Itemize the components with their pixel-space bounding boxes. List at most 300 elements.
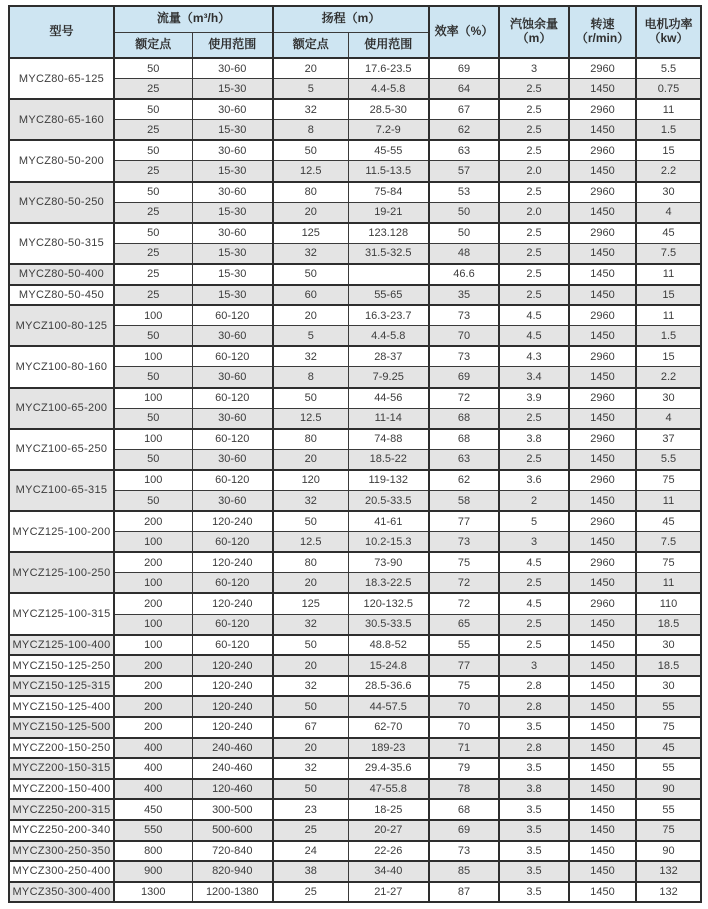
efficiency-cell: 72 [429,593,499,614]
power-cell: 5.5 [636,58,701,79]
rated-head-cell: 12.5 [273,161,348,182]
npsh-cell: 4.5 [499,593,569,614]
power-cell: 1.5 [636,120,701,141]
speed-cell: 1450 [569,573,636,594]
npsh-cell: 4.5 [499,552,569,573]
model-cell: MYCZ125-100-200 [9,511,114,552]
speed-cell: 1450 [569,285,636,306]
power-cell: 11 [636,573,701,594]
efficiency-cell: 70 [429,717,499,738]
head-range-cell: 28.5-36.6 [348,676,429,697]
rated-head-cell: 32 [273,490,348,511]
rated-head-cell: 20 [273,202,348,223]
efficiency-cell: 70 [429,696,499,717]
power-cell: 75 [636,552,701,573]
power-cell: 7.5 [636,243,701,264]
rated-flow-cell: 200 [114,511,192,532]
efficiency-cell: 63 [429,449,499,470]
speed-cell: 1450 [569,861,636,882]
power-cell: 45 [636,738,701,759]
flow-range-cell: 120-240 [192,593,273,614]
table-body [9,58,701,902]
flow-range-cell: 60-120 [192,346,273,367]
power-cell: 55 [636,758,701,779]
power-cell: 45 [636,511,701,532]
speed-cell: 2960 [569,511,636,532]
efficiency-cell: 72 [429,388,499,409]
flow-range-cell: 60-120 [192,470,273,491]
rated-flow-cell: 100 [114,614,192,635]
power-cell: 18.5 [636,614,701,635]
efficiency-cell: 69 [429,820,499,841]
efficiency-cell: 85 [429,861,499,882]
rated-flow-cell: 50 [114,99,192,120]
rated-flow-cell: 25 [114,120,192,141]
efficiency-cell: 63 [429,140,499,161]
rated-head-cell: 38 [273,861,348,882]
flow-range-cell: 30-60 [192,367,273,388]
speed-cell: 1450 [569,408,636,429]
speed-cell: 1450 [569,738,636,759]
rated-head-cell: 8 [273,367,348,388]
flow-range-cell: 240-460 [192,738,273,759]
head-range-cell: 44-56 [348,388,429,409]
rated-head-cell: 120 [273,470,348,491]
npsh-cell: 2.5 [499,140,569,161]
power-cell: 4 [636,202,701,223]
flow-range-cell: 15-30 [192,120,273,141]
rated-head-cell: 32 [273,758,348,779]
npsh-cell: 2.5 [499,614,569,635]
table-row [9,346,701,367]
header-npsh-line1: 汽蚀余量 [510,17,559,32]
head-range-cell: 16.3-23.7 [348,305,429,326]
efficiency-cell: 77 [429,511,499,532]
speed-cell: 1450 [569,882,636,903]
npsh-cell: 2.0 [499,202,569,223]
rated-head-cell: 50 [273,264,348,285]
head-range-cell: 74-88 [348,429,429,450]
head-range-cell: 55-65 [348,285,429,306]
npsh-cell: 2.5 [499,573,569,594]
rated-flow-cell: 200 [114,655,192,676]
head-range-cell: 123.128 [348,223,429,244]
rated-flow-cell: 800 [114,841,192,862]
model-cell: MYCZ100-65-200 [9,388,114,429]
power-cell: 45 [636,223,701,244]
power-cell: 30 [636,635,701,656]
rated-flow-cell: 100 [114,470,192,491]
table-row [9,593,701,614]
efficiency-cell: 35 [429,285,499,306]
power-cell: 11 [636,490,701,511]
table-row [9,140,701,161]
table-row [9,511,701,532]
rated-head-cell: 80 [273,552,348,573]
power-cell: 11 [636,264,701,285]
rated-head-cell: 24 [273,841,348,862]
head-range-cell [348,264,429,285]
flow-range-cell: 120-240 [192,552,273,573]
rated-head-cell: 20 [273,58,348,79]
efficiency-cell: 67 [429,99,499,120]
table-header [9,6,701,58]
power-cell: 15 [636,140,701,161]
efficiency-cell: 72 [429,573,499,594]
rated-head-cell: 50 [273,511,348,532]
model-cell: MYCZ200-150-315 [9,758,114,779]
efficiency-cell: 68 [429,799,499,820]
speed-cell: 1450 [569,717,636,738]
header-npsh-line2: （m） [516,31,552,45]
npsh-cell: 2.5 [499,243,569,264]
model-cell: MYCZ150-125-400 [9,696,114,717]
rated-flow-cell: 50 [114,140,192,161]
efficiency-cell: 65 [429,614,499,635]
rated-flow-cell: 100 [114,346,192,367]
rated-head-cell: 80 [273,429,348,450]
header-model: 型号 [9,6,114,58]
table-row [9,429,701,450]
flow-range-cell: 15-30 [192,202,273,223]
efficiency-cell: 87 [429,882,499,903]
power-cell: 75 [636,820,701,841]
power-cell: 90 [636,841,701,862]
header-head-range: 使用范围 [348,32,429,58]
head-range-cell: 20.5-33.5 [348,490,429,511]
rated-flow-cell: 25 [114,264,192,285]
speed-cell: 2960 [569,140,636,161]
speed-cell: 1450 [569,326,636,347]
rated-flow-cell: 200 [114,676,192,697]
model-cell: MYCZ150-125-315 [9,676,114,697]
header-power [636,6,701,58]
model-cell: MYCZ80-50-200 [9,140,114,181]
head-range-cell: 11.5-13.5 [348,161,429,182]
power-cell: 7.5 [636,532,701,553]
rated-head-cell: 5 [273,326,348,347]
header-row-1 [9,6,701,32]
rated-head-cell: 20 [273,449,348,470]
speed-cell: 1450 [569,841,636,862]
rated-flow-cell: 50 [114,182,192,203]
flow-range-cell: 60-120 [192,532,273,553]
flow-range-cell: 120-460 [192,779,273,800]
table-row [9,305,701,326]
table-row [9,861,701,882]
npsh-cell: 3.9 [499,388,569,409]
power-cell: 37 [636,429,701,450]
speed-cell: 2960 [569,346,636,367]
head-range-cell: 18.3-22.5 [348,573,429,594]
model-cell: MYCZ200-150-400 [9,779,114,800]
model-cell: MYCZ80-50-400 [9,264,114,285]
speed-cell: 1450 [569,264,636,285]
head-range-cell: 41-61 [348,511,429,532]
rated-head-cell: 67 [273,717,348,738]
power-cell: 15 [636,346,701,367]
rated-head-cell: 50 [273,696,348,717]
power-cell: 30 [636,182,701,203]
speed-cell: 2960 [569,99,636,120]
pump-spec-table [8,5,702,903]
table-row [9,285,701,306]
head-range-cell: 31.5-32.5 [348,243,429,264]
table-row [9,841,701,862]
flow-range-cell: 30-60 [192,140,273,161]
flow-range-cell: 30-60 [192,182,273,203]
efficiency-cell: 75 [429,676,499,697]
model-cell: MYCZ250-200-315 [9,799,114,820]
flow-range-cell: 120-240 [192,696,273,717]
rated-head-cell: 20 [273,655,348,676]
rated-flow-cell: 400 [114,779,192,800]
efficiency-cell: 50 [429,202,499,223]
head-range-cell: 120-132.5 [348,593,429,614]
speed-cell: 1450 [569,161,636,182]
model-cell: MYCZ80-50-315 [9,223,114,264]
table-row [9,635,701,656]
efficiency-cell: 73 [429,841,499,862]
model-cell: MYCZ300-250-350 [9,841,114,862]
power-cell: 11 [636,305,701,326]
rated-flow-cell: 25 [114,161,192,182]
table-row [9,820,701,841]
power-cell: 18.5 [636,655,701,676]
head-range-cell: 75-84 [348,182,429,203]
efficiency-cell: 64 [429,79,499,100]
power-cell: 5.5 [636,449,701,470]
efficiency-cell: 71 [429,738,499,759]
head-range-cell: 7-9.25 [348,367,429,388]
npsh-cell: 3.5 [499,882,569,903]
rated-head-cell: 50 [273,779,348,800]
model-cell: MYCZ80-50-450 [9,285,114,306]
speed-cell: 1450 [569,79,636,100]
flow-range-cell: 30-60 [192,449,273,470]
efficiency-cell: 57 [429,161,499,182]
head-range-cell: 119-132 [348,470,429,491]
table-row [9,696,701,717]
npsh-cell: 2.5 [499,223,569,244]
efficiency-cell: 73 [429,532,499,553]
speed-cell: 1450 [569,202,636,223]
table-row [9,99,701,120]
npsh-cell: 2.5 [499,635,569,656]
model-cell: MYCZ100-80-160 [9,346,114,387]
npsh-cell: 2.0 [499,161,569,182]
rated-head-cell: 25 [273,820,348,841]
head-range-cell: 19-21 [348,202,429,223]
rated-head-cell: 12.5 [273,532,348,553]
model-cell: MYCZ150-125-500 [9,717,114,738]
efficiency-cell: 70 [429,326,499,347]
rated-flow-cell: 50 [114,58,192,79]
model-cell: MYCZ125-100-315 [9,593,114,634]
flow-range-cell: 60-120 [192,388,273,409]
speed-cell: 1450 [569,490,636,511]
speed-cell: 1450 [569,696,636,717]
npsh-cell: 2.5 [499,99,569,120]
rated-flow-cell: 50 [114,223,192,244]
npsh-cell: 2.5 [499,182,569,203]
npsh-cell: 3.5 [499,717,569,738]
model-cell: MYCZ300-250-400 [9,861,114,882]
rated-head-cell: 32 [273,99,348,120]
rated-flow-cell: 400 [114,758,192,779]
npsh-cell: 3.5 [499,841,569,862]
speed-cell: 2960 [569,182,636,203]
rated-head-cell: 23 [273,799,348,820]
rated-head-cell: 5 [273,79,348,100]
npsh-cell: 3.8 [499,429,569,450]
speed-cell: 2960 [569,593,636,614]
speed-cell: 1450 [569,449,636,470]
npsh-cell: 3.5 [499,799,569,820]
model-cell: MYCZ80-65-160 [9,99,114,140]
speed-cell: 1450 [569,758,636,779]
head-range-cell: 29.4-35.6 [348,758,429,779]
rated-flow-cell: 25 [114,202,192,223]
table-row [9,799,701,820]
table-row [9,552,701,573]
power-cell: 110 [636,593,701,614]
model-cell: MYCZ100-80-125 [9,305,114,346]
flow-range-cell: 240-460 [192,758,273,779]
head-range-cell: 7.2-9 [348,120,429,141]
head-range-cell: 44-57.5 [348,696,429,717]
speed-cell: 1450 [569,532,636,553]
rated-flow-cell: 450 [114,799,192,820]
speed-cell: 1450 [569,779,636,800]
head-range-cell: 73-90 [348,552,429,573]
flow-range-cell: 30-60 [192,99,273,120]
npsh-cell: 2.5 [499,449,569,470]
speed-cell: 2960 [569,470,636,491]
head-range-cell: 45-55 [348,140,429,161]
head-range-cell: 4.4-5.8 [348,326,429,347]
efficiency-cell: 77 [429,655,499,676]
head-range-cell: 11-14 [348,408,429,429]
efficiency-cell: 73 [429,305,499,326]
head-range-cell: 189-23 [348,738,429,759]
flow-range-cell: 15-30 [192,243,273,264]
flow-range-cell: 120-240 [192,655,273,676]
flow-range-cell: 60-120 [192,573,273,594]
header-speed [569,6,636,58]
flow-range-cell: 15-30 [192,79,273,100]
rated-flow-cell: 550 [114,820,192,841]
header-power-line2: （kw） [648,31,689,45]
flow-range-cell: 120-240 [192,676,273,697]
model-cell: MYCZ80-65-125 [9,58,114,99]
power-cell: 55 [636,799,701,820]
flow-range-cell: 120-240 [192,511,273,532]
power-cell: 75 [636,717,701,738]
pump-spec-table-wrap [8,5,700,903]
head-range-cell: 17.6-23.5 [348,58,429,79]
table-row [9,388,701,409]
power-cell: 1.5 [636,326,701,347]
rated-flow-cell: 200 [114,552,192,573]
npsh-cell: 2.8 [499,696,569,717]
flow-range-cell: 15-30 [192,285,273,306]
model-cell: MYCZ125-100-400 [9,635,114,656]
npsh-cell: 4.3 [499,346,569,367]
efficiency-cell: 48 [429,243,499,264]
head-range-cell: 62-70 [348,717,429,738]
flow-range-cell: 120-240 [192,717,273,738]
header-efficiency: 效率（%） [429,6,499,58]
flow-range-cell: 30-60 [192,490,273,511]
flow-range-cell: 500-600 [192,820,273,841]
npsh-cell: 3.5 [499,820,569,841]
speed-cell: 2960 [569,388,636,409]
speed-cell: 1450 [569,676,636,697]
head-range-cell: 47-55.8 [348,779,429,800]
table-row [9,182,701,203]
efficiency-cell: 62 [429,470,499,491]
rated-flow-cell: 100 [114,635,192,656]
rated-head-cell: 20 [273,738,348,759]
header-head-rated: 额定点 [273,32,348,58]
npsh-cell: 5 [499,511,569,532]
npsh-cell: 3.5 [499,861,569,882]
rated-flow-cell: 100 [114,305,192,326]
flow-range-cell: 30-60 [192,58,273,79]
npsh-cell: 4.5 [499,305,569,326]
table-row [9,223,701,244]
flow-range-cell: 60-120 [192,429,273,450]
table-row [9,655,701,676]
rated-flow-cell: 900 [114,861,192,882]
flow-range-cell: 30-60 [192,223,273,244]
rated-head-cell: 20 [273,573,348,594]
table-row [9,779,701,800]
npsh-cell: 2.5 [499,264,569,285]
speed-cell: 1450 [569,635,636,656]
rated-head-cell: 25 [273,882,348,903]
head-range-cell: 15-24.8 [348,655,429,676]
header-speed-line1: 转速 [590,17,615,32]
rated-flow-cell: 100 [114,532,192,553]
npsh-cell: 3.4 [499,367,569,388]
npsh-cell: 3.5 [499,758,569,779]
speed-cell: 1450 [569,614,636,635]
efficiency-cell: 73 [429,346,499,367]
rated-flow-cell: 25 [114,79,192,100]
header-head-group: 扬程（m） [273,6,429,32]
efficiency-cell: 53 [429,182,499,203]
head-range-cell: 34-40 [348,861,429,882]
npsh-cell: 2 [499,490,569,511]
speed-cell: 2960 [569,429,636,450]
head-range-cell: 18-25 [348,799,429,820]
rated-flow-cell: 400 [114,738,192,759]
rated-flow-cell: 100 [114,388,192,409]
efficiency-cell: 46.6 [429,264,499,285]
power-cell: 90 [636,779,701,800]
head-range-cell: 21-27 [348,882,429,903]
speed-cell: 1450 [569,799,636,820]
table-row [9,676,701,697]
head-range-cell: 4.4-5.8 [348,79,429,100]
efficiency-cell: 50 [429,223,499,244]
head-range-cell: 30.5-33.5 [348,614,429,635]
power-cell: 15 [636,285,701,306]
power-cell: 30 [636,388,701,409]
flow-range-cell: 60-120 [192,305,273,326]
